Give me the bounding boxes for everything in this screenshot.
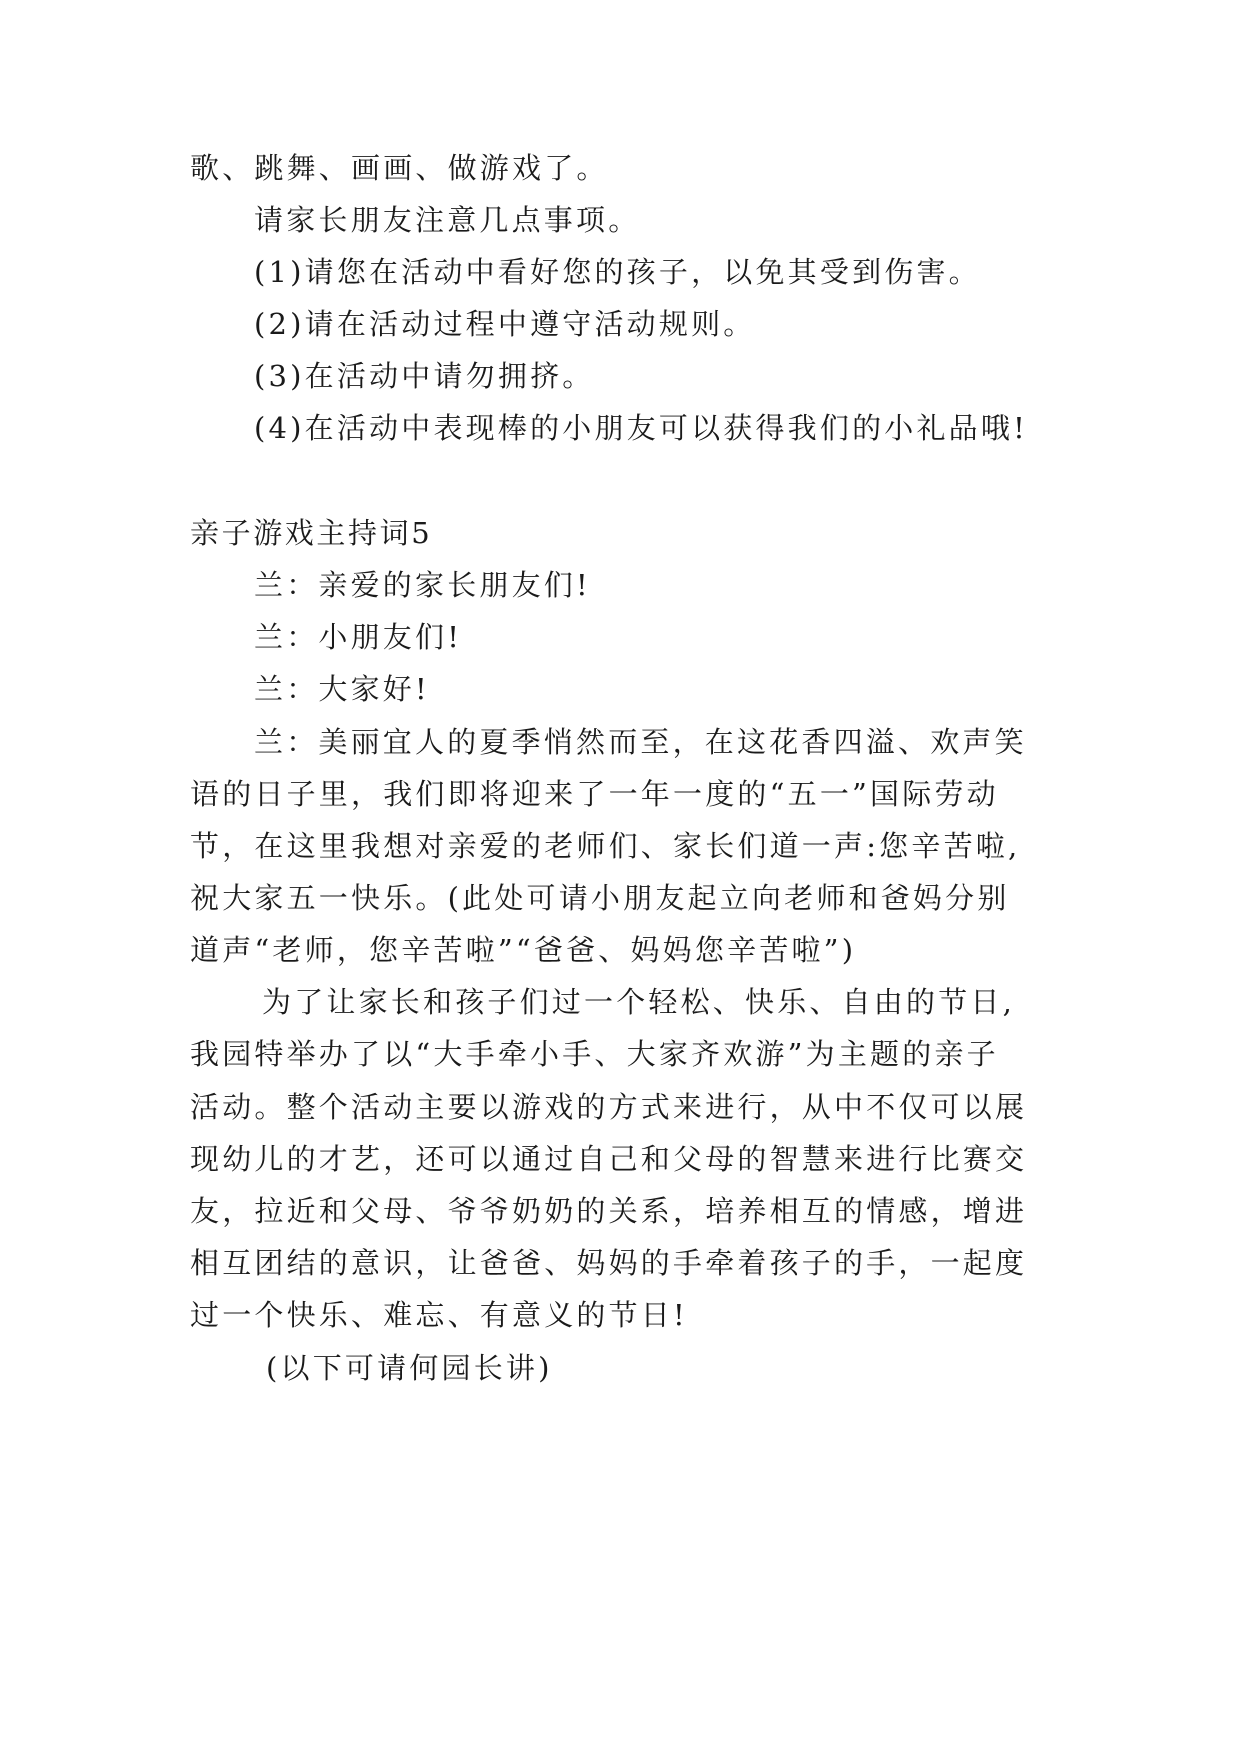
notice-intro: 请家长朋友注意几点事项。	[254, 203, 641, 237]
paragraph-line-1: 为了让家长和孩子们过一个轻松、快乐、自由的节日,	[262, 985, 1016, 1019]
dialog-line-3: 兰：大家好!	[254, 672, 430, 706]
paragraph-line-4: 现幼儿的才艺，还可以通过自己和父母的智慧来进行比赛交	[190, 1142, 1028, 1176]
speech-line-3: 节，在这里我想对亲爱的老师们、家长们道一声:您辛苦啦,	[190, 829, 1021, 863]
notice-item-3: (3)在活动中请勿拥挤。	[254, 359, 595, 393]
speech-line-5: 道声“老师，您辛苦啦”“爸爸、妈妈您辛苦啦”)	[190, 933, 857, 967]
dialog-line-2: 兰：小朋友们!	[254, 620, 463, 654]
speech-line-2: 语的日子里，我们即将迎来了一年一度的“五一”国际劳动	[190, 777, 999, 811]
paragraph-line-3: 活动。整个活动主要以游戏的方式来进行，从中不仅可以展	[190, 1090, 1028, 1124]
closing-note: (以下可请何园长讲)	[266, 1351, 553, 1385]
continuation-line: 歌、跳舞、画画、做游戏了。	[190, 151, 609, 185]
paragraph-line-2: 我园特举办了以“大手牵小手、大家齐欢游”为主题的亲子	[190, 1037, 999, 1071]
notice-item-2: (2)请在活动过程中遵守活动规则。	[254, 307, 756, 341]
speech-line-1: 兰：美丽宜人的夏季悄然而至，在这花香四溢、欢声笑	[254, 725, 1027, 759]
notice-item-4: (4)在活动中表现棒的小朋友可以获得我们的小礼品哦!	[254, 411, 1028, 445]
paragraph-line-7: 过一个快乐、难忘、有意义的节日!	[190, 1298, 688, 1332]
paragraph-line-5: 友，拉近和父母、爷爷奶奶的关系，培养相互的情感，增进	[190, 1194, 1028, 1228]
dialog-line-1: 兰：亲爱的家长朋友们!	[254, 568, 591, 602]
speech-line-4: 祝大家五一快乐。(此处可请小朋友起立向老师和爸妈分别	[190, 881, 1010, 915]
section-title: 亲子游戏主持词5	[190, 516, 433, 550]
paragraph-line-6: 相互团结的意识，让爸爸、妈妈的手牵着孩子的手，一起度	[190, 1246, 1028, 1280]
notice-item-1: (1)请您在活动中看好您的孩子，以免其受到伤害。	[254, 255, 981, 289]
